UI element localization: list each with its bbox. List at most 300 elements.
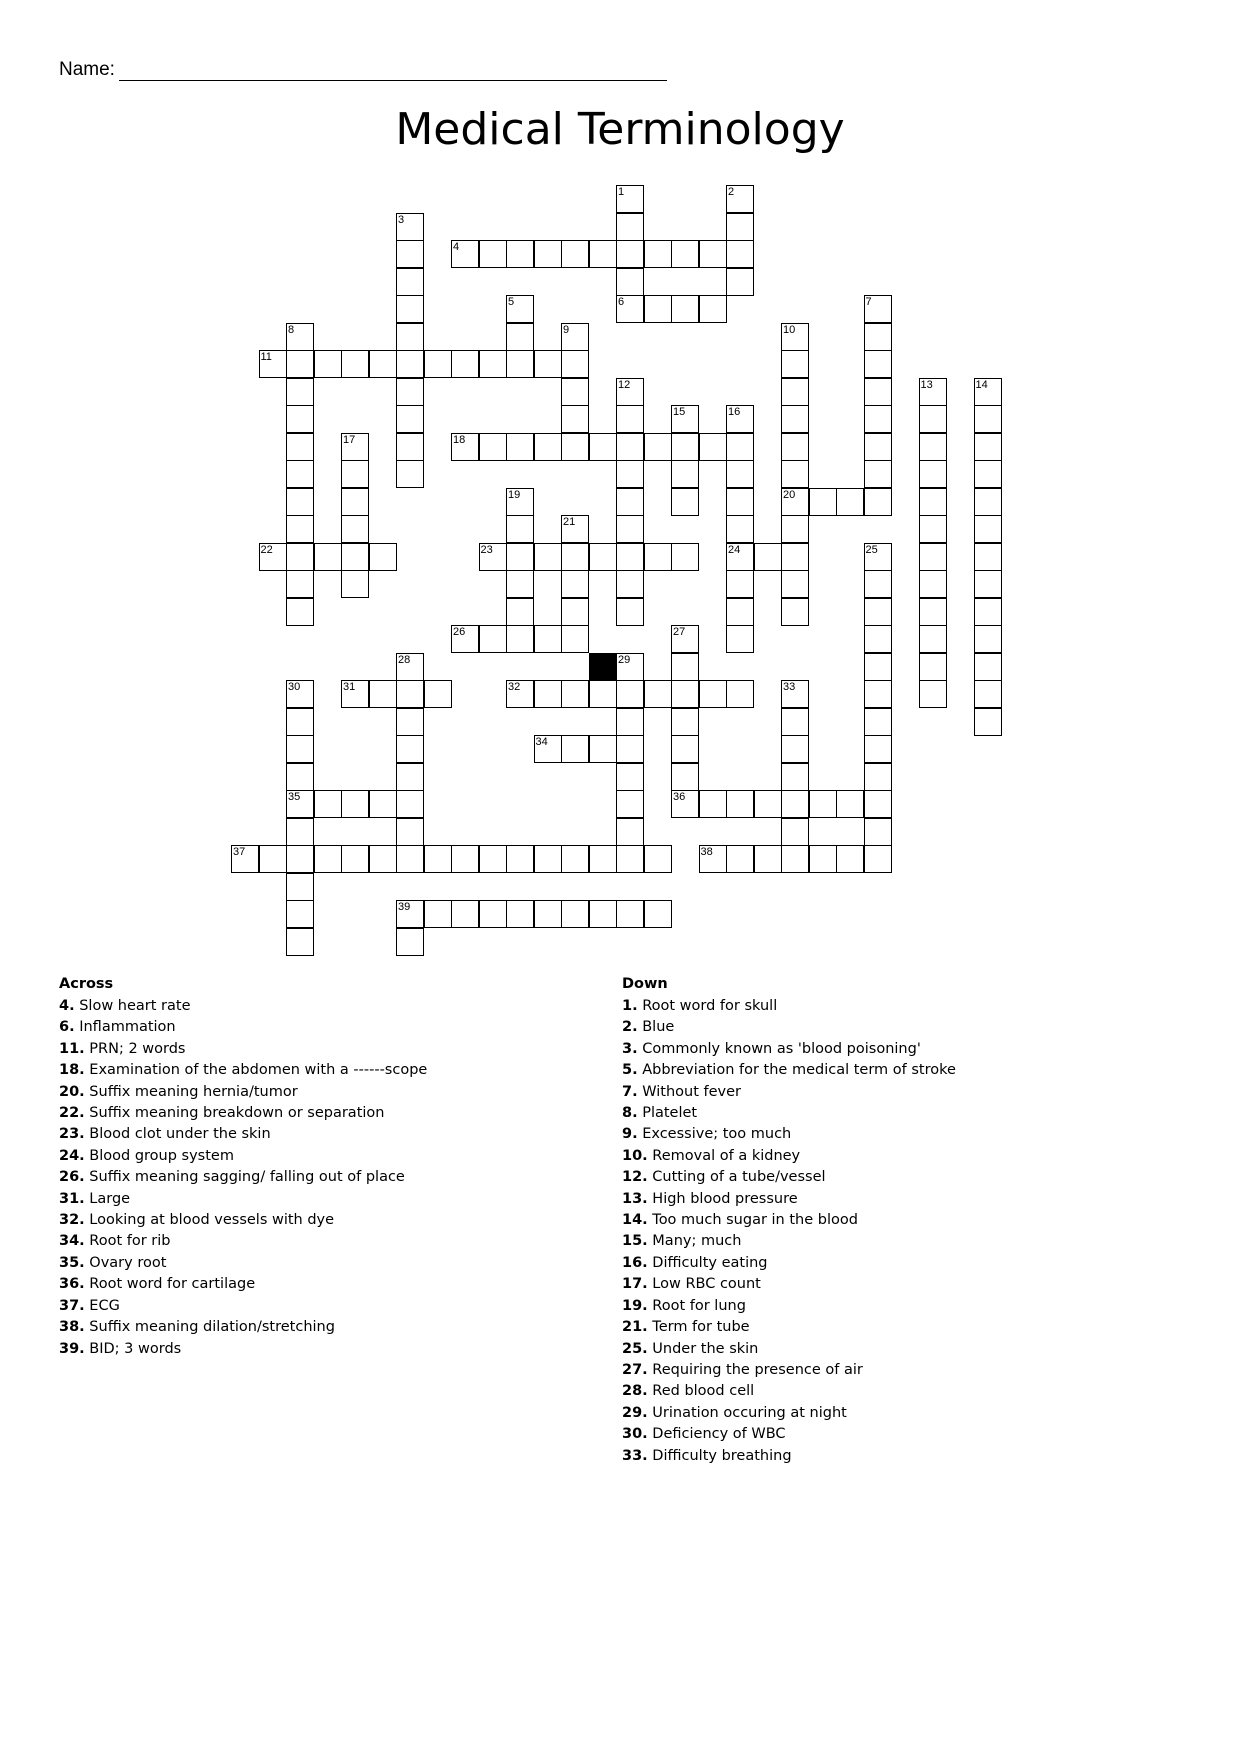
grid-cell[interactable]: [286, 790, 314, 818]
grid-cell[interactable]: [616, 900, 644, 928]
clue-number-label: 33.: [622, 1447, 648, 1464]
grid-cell[interactable]: [864, 735, 892, 763]
grid-cell[interactable]: [671, 460, 699, 488]
grid-cell[interactable]: [534, 433, 562, 461]
grid-cell[interactable]: [589, 543, 617, 571]
grid-cell[interactable]: [864, 598, 892, 626]
clue-number-label: 3.: [622, 1040, 638, 1057]
grid-cell[interactable]: [396, 268, 424, 296]
grid-cell[interactable]: [726, 433, 754, 461]
grid-cell[interactable]: [506, 295, 534, 323]
grid-cell[interactable]: [341, 515, 369, 543]
grid-cell[interactable]: [781, 488, 809, 516]
grid-cell[interactable]: [616, 598, 644, 626]
grid-cell[interactable]: [616, 488, 644, 516]
grid-cell[interactable]: [864, 295, 892, 323]
grid-cell[interactable]: [286, 405, 314, 433]
grid-cell[interactable]: [919, 433, 947, 461]
grid-cell[interactable]: [341, 350, 369, 378]
clue-text: Platelet: [637, 1105, 698, 1122]
grid-cell[interactable]: [864, 790, 892, 818]
grid-cell[interactable]: [369, 845, 397, 873]
grid-cell[interactable]: [534, 845, 562, 873]
grid-cell[interactable]: [974, 708, 1002, 736]
grid-cell[interactable]: [314, 790, 342, 818]
clue-number: 27: [673, 626, 686, 638]
grid-cell[interactable]: [699, 240, 727, 268]
grid-cell[interactable]: [396, 460, 424, 488]
grid-cell[interactable]: [451, 433, 479, 461]
grid-cell[interactable]: [616, 653, 644, 681]
grid-cell[interactable]: [561, 405, 589, 433]
grid-cell[interactable]: [974, 405, 1002, 433]
grid-cell[interactable]: [809, 845, 837, 873]
grid-cell[interactable]: [919, 460, 947, 488]
grid-cell[interactable]: [781, 790, 809, 818]
grid-cell[interactable]: [781, 543, 809, 571]
grid-cell[interactable]: [589, 900, 617, 928]
grid-cell[interactable]: [589, 433, 617, 461]
grid-cell[interactable]: [781, 845, 809, 873]
grid-cell[interactable]: [286, 928, 314, 956]
grid-cell[interactable]: [231, 845, 259, 873]
grid-cell[interactable]: [864, 763, 892, 791]
grid-cell[interactable]: [534, 350, 562, 378]
grid-cell[interactable]: [671, 653, 699, 681]
grid-cell[interactable]: [479, 543, 507, 571]
grid-cell[interactable]: [259, 543, 287, 571]
grid-cell[interactable]: [561, 240, 589, 268]
grid-cell[interactable]: [424, 350, 452, 378]
grid-cell[interactable]: [369, 790, 397, 818]
grid-cell[interactable]: [561, 378, 589, 406]
grid-cell[interactable]: [589, 240, 617, 268]
grid-cell[interactable]: [699, 295, 727, 323]
clue-text: Excessive; too much: [637, 1126, 792, 1143]
grid-cell[interactable]: [919, 680, 947, 708]
across-clues: [59, 975, 599, 1360]
grid-cell[interactable]: [671, 488, 699, 516]
grid-cell[interactable]: [396, 405, 424, 433]
grid-cell[interactable]: [809, 488, 837, 516]
grid-cell[interactable]: [726, 845, 754, 873]
grid-cell[interactable]: [506, 323, 534, 351]
grid-cell[interactable]: [671, 708, 699, 736]
grid-cell[interactable]: [644, 680, 672, 708]
grid-cell[interactable]: [781, 735, 809, 763]
grid-cell[interactable]: [479, 350, 507, 378]
grid-cell[interactable]: [616, 433, 644, 461]
grid-cell[interactable]: [754, 845, 782, 873]
grid-cell[interactable]: [286, 680, 314, 708]
grid-cell[interactable]: [781, 433, 809, 461]
grid-cell[interactable]: [616, 268, 644, 296]
grid-cell[interactable]: [286, 515, 314, 543]
clue-text: Difficulty eating: [647, 1254, 768, 1271]
grid-cell[interactable]: [259, 845, 287, 873]
grid-cell[interactable]: [616, 818, 644, 846]
grid-cell[interactable]: [396, 845, 424, 873]
grid-cell[interactable]: [424, 845, 452, 873]
grid-cell[interactable]: [616, 790, 644, 818]
grid-cell[interactable]: [396, 653, 424, 681]
clue-text: Many; much: [647, 1233, 742, 1250]
grid-cell[interactable]: [589, 680, 617, 708]
grid-cell[interactable]: [396, 350, 424, 378]
grid-cell[interactable]: [286, 873, 314, 901]
grid-cell[interactable]: [479, 240, 507, 268]
grid-cell[interactable]: [726, 570, 754, 598]
grid-cell[interactable]: [726, 598, 754, 626]
grid-cell[interactable]: [561, 570, 589, 598]
grid-cell[interactable]: [424, 900, 452, 928]
grid-cell[interactable]: [396, 378, 424, 406]
grid-cell[interactable]: [534, 240, 562, 268]
grid-cell[interactable]: [286, 763, 314, 791]
grid-cell[interactable]: [754, 543, 782, 571]
grid-cell[interactable]: [286, 543, 314, 571]
grid-cell[interactable]: [286, 845, 314, 873]
grid-cell[interactable]: [974, 488, 1002, 516]
grid-cell[interactable]: [781, 350, 809, 378]
grid-cell[interactable]: [919, 598, 947, 626]
grid-cell[interactable]: [781, 680, 809, 708]
grid-cell[interactable]: [341, 488, 369, 516]
clue-text: Abbreviation for the medical term of stroke: [637, 1062, 956, 1079]
grid-cell[interactable]: [479, 433, 507, 461]
grid-cell[interactable]: [451, 845, 479, 873]
grid-cell[interactable]: [699, 433, 727, 461]
grid-cell[interactable]: [396, 295, 424, 323]
grid-cell[interactable]: [864, 680, 892, 708]
clue-text: Cutting of a tube/vessel: [647, 1169, 826, 1186]
grid-cell[interactable]: [396, 818, 424, 846]
page-title: Medical Terminology: [395, 104, 845, 155]
clue-number-label: 39.: [59, 1340, 85, 1357]
grid-cell[interactable]: [561, 845, 589, 873]
grid-cell[interactable]: [864, 405, 892, 433]
clue-number-label: 29.: [622, 1404, 648, 1421]
grid-cell[interactable]: [644, 900, 672, 928]
grid-cell[interactable]: [671, 433, 699, 461]
grid-cell[interactable]: [561, 543, 589, 571]
grid-cell[interactable]: [671, 763, 699, 791]
grid-cell[interactable]: [974, 460, 1002, 488]
grid-cell[interactable]: [286, 433, 314, 461]
grid-cell[interactable]: [781, 460, 809, 488]
grid-cell[interactable]: [286, 350, 314, 378]
grid-cell[interactable]: [286, 818, 314, 846]
grid-cell[interactable]: [919, 405, 947, 433]
clue-text: High blood pressure: [647, 1190, 798, 1207]
grid-cell[interactable]: [506, 570, 534, 598]
grid-cell[interactable]: [726, 460, 754, 488]
grid-cell[interactable]: [396, 790, 424, 818]
grid-cell[interactable]: [726, 405, 754, 433]
grid-cell[interactable]: [671, 680, 699, 708]
grid-cell[interactable]: [616, 763, 644, 791]
grid-cell[interactable]: [781, 763, 809, 791]
grid-cell[interactable]: [781, 708, 809, 736]
grid-cell[interactable]: [396, 708, 424, 736]
grid-cell[interactable]: [286, 460, 314, 488]
name-underline[interactable]: [119, 60, 667, 81]
grid-cell[interactable]: [286, 488, 314, 516]
grid-cell[interactable]: [671, 790, 699, 818]
grid-cell[interactable]: [396, 323, 424, 351]
grid-cell[interactable]: [369, 680, 397, 708]
grid-cell[interactable]: [699, 845, 727, 873]
grid-cell[interactable]: [644, 845, 672, 873]
grid-cell[interactable]: [864, 433, 892, 461]
grid-cell[interactable]: [314, 350, 342, 378]
grid-cell[interactable]: [479, 900, 507, 928]
grid-cell[interactable]: [671, 625, 699, 653]
grid-cell[interactable]: [314, 543, 342, 571]
grid-cell[interactable]: [671, 295, 699, 323]
grid-cell[interactable]: [506, 625, 534, 653]
grid-cell[interactable]: [506, 543, 534, 571]
grid-cell[interactable]: [561, 735, 589, 763]
grid-cell[interactable]: [644, 295, 672, 323]
grid-cell[interactable]: [864, 653, 892, 681]
grid-cell[interactable]: [451, 240, 479, 268]
grid-cell[interactable]: [561, 598, 589, 626]
grid-cell[interactable]: [506, 350, 534, 378]
grid-cell[interactable]: [781, 598, 809, 626]
grid-cell[interactable]: [616, 240, 644, 268]
grid-cell[interactable]: [561, 323, 589, 351]
grid-cell[interactable]: [286, 598, 314, 626]
grid-cell[interactable]: [864, 323, 892, 351]
name-field[interactable]: [59, 59, 667, 81]
grid-cell[interactable]: [424, 680, 452, 708]
grid-cell[interactable]: [671, 735, 699, 763]
grid-cell[interactable]: [589, 845, 617, 873]
clue-number-label: 23.: [59, 1126, 85, 1143]
grid-cell[interactable]: [781, 515, 809, 543]
grid-cell[interactable]: [726, 543, 754, 571]
grid-cell[interactable]: [396, 680, 424, 708]
grid-cell[interactable]: [781, 570, 809, 598]
grid-cell[interactable]: [671, 543, 699, 571]
grid-cell[interactable]: [781, 405, 809, 433]
grid-cell[interactable]: [919, 570, 947, 598]
grid-cell[interactable]: [974, 433, 1002, 461]
grid-cell[interactable]: [864, 570, 892, 598]
clue-text: Blood clot under the skin: [84, 1126, 271, 1143]
grid-cell[interactable]: [396, 240, 424, 268]
grid-cell[interactable]: [671, 405, 699, 433]
down-clue: [622, 1060, 1182, 1081]
grid-cell[interactable]: [919, 488, 947, 516]
grid-cell[interactable]: [974, 515, 1002, 543]
grid-cell[interactable]: [561, 433, 589, 461]
grid-cell[interactable]: [286, 900, 314, 928]
grid-cell[interactable]: [864, 543, 892, 571]
grid-cell[interactable]: [369, 350, 397, 378]
grid-cell[interactable]: [644, 543, 672, 571]
across-clue: [59, 1210, 599, 1231]
clue-text: Blue: [637, 1019, 675, 1036]
grid-cell[interactable]: [974, 653, 1002, 681]
grid-cell[interactable]: [864, 378, 892, 406]
grid-cell[interactable]: [864, 845, 892, 873]
across-clue-list: [59, 996, 599, 1360]
grid-cell[interactable]: [726, 185, 754, 213]
clue-text: Without fever: [637, 1083, 741, 1100]
grid-cell[interactable]: [479, 845, 507, 873]
grid-cell[interactable]: [919, 515, 947, 543]
grid-cell[interactable]: [726, 240, 754, 268]
grid-cell[interactable]: [616, 405, 644, 433]
grid-cell[interactable]: [864, 350, 892, 378]
grid-cell[interactable]: [781, 323, 809, 351]
grid-cell[interactable]: [754, 790, 782, 818]
grid-cell[interactable]: [561, 625, 589, 653]
grid-cell[interactable]: [974, 378, 1002, 406]
grid-cell[interactable]: [836, 790, 864, 818]
grid-cell[interactable]: [616, 295, 644, 323]
grid-cell[interactable]: [616, 735, 644, 763]
grid-cell[interactable]: [506, 433, 534, 461]
grid-cell[interactable]: [506, 240, 534, 268]
grid-cell[interactable]: [644, 240, 672, 268]
grid-cell[interactable]: [561, 515, 589, 543]
clue-text: Large: [84, 1190, 131, 1207]
grid-cell[interactable]: [644, 433, 672, 461]
grid-cell[interactable]: [451, 350, 479, 378]
down-clue: [622, 1189, 1182, 1210]
grid-cell[interactable]: [341, 790, 369, 818]
grid-cell[interactable]: [616, 570, 644, 598]
grid-cell[interactable]: [534, 543, 562, 571]
grid-cell[interactable]: [616, 213, 644, 241]
clue-number-label: 14.: [622, 1212, 648, 1229]
grid-cell[interactable]: [314, 845, 342, 873]
grid-cell[interactable]: [781, 818, 809, 846]
grid-cell[interactable]: [974, 625, 1002, 653]
grid-cell[interactable]: [451, 625, 479, 653]
grid-cell[interactable]: [864, 708, 892, 736]
grid-cell[interactable]: [506, 515, 534, 543]
grid-cell[interactable]: [396, 433, 424, 461]
grid-cell[interactable]: [864, 460, 892, 488]
grid-cell[interactable]: [506, 845, 534, 873]
grid-cell[interactable]: [726, 488, 754, 516]
grid-cell[interactable]: [616, 185, 644, 213]
grid-cell[interactable]: [506, 488, 534, 516]
grid-cell[interactable]: [396, 928, 424, 956]
grid-cell[interactable]: [286, 735, 314, 763]
grid-cell[interactable]: [726, 515, 754, 543]
grid-cell[interactable]: [864, 488, 892, 516]
grid-cell[interactable]: [616, 460, 644, 488]
across-clue: [59, 1124, 599, 1145]
grid-cell[interactable]: [341, 845, 369, 873]
grid-cell[interactable]: [809, 790, 837, 818]
grid-cell[interactable]: [286, 378, 314, 406]
grid-cell[interactable]: [616, 845, 644, 873]
grid-cell[interactable]: [396, 900, 424, 928]
grid-cell[interactable]: [919, 653, 947, 681]
grid-cell[interactable]: [616, 708, 644, 736]
grid-cell[interactable]: [699, 790, 727, 818]
grid-cell[interactable]: [451, 900, 479, 928]
grid-cell[interactable]: [864, 625, 892, 653]
grid-cell[interactable]: [974, 570, 1002, 598]
grid-cell[interactable]: [616, 515, 644, 543]
clue-text: ECG: [84, 1297, 120, 1314]
grid-cell[interactable]: [836, 488, 864, 516]
grid-cell[interactable]: [286, 323, 314, 351]
grid-cell[interactable]: [534, 625, 562, 653]
grid-cell[interactable]: [919, 378, 947, 406]
clue-number: 8: [288, 323, 295, 336]
grid-cell[interactable]: [396, 735, 424, 763]
grid-cell[interactable]: [699, 680, 727, 708]
grid-cell[interactable]: [479, 625, 507, 653]
grid-cell[interactable]: [616, 680, 644, 708]
grid-cell[interactable]: [616, 543, 644, 571]
grid-cell[interactable]: [726, 213, 754, 241]
grid-cell[interactable]: [864, 818, 892, 846]
grid-cell[interactable]: [286, 708, 314, 736]
grid-cell[interactable]: [974, 680, 1002, 708]
grid-cell[interactable]: [534, 735, 562, 763]
grid-cell[interactable]: [286, 570, 314, 598]
grid-cell[interactable]: [341, 543, 369, 571]
grid-cell[interactable]: [726, 625, 754, 653]
grid-cell[interactable]: [506, 598, 534, 626]
grid-cell[interactable]: [671, 240, 699, 268]
grid-cell[interactable]: [726, 790, 754, 818]
grid-cell[interactable]: [396, 213, 424, 241]
grid-cell[interactable]: [259, 350, 287, 378]
grid-cell[interactable]: [919, 625, 947, 653]
clue-number-label: 19.: [622, 1297, 648, 1314]
grid-cell[interactable]: [534, 900, 562, 928]
grid-cell[interactable]: [506, 680, 534, 708]
grid-cell[interactable]: [919, 543, 947, 571]
grid-cell[interactable]: [974, 598, 1002, 626]
grid-cell[interactable]: [616, 378, 644, 406]
down-clue: [622, 1317, 1182, 1338]
grid-cell[interactable]: [726, 680, 754, 708]
grid-cell[interactable]: [836, 845, 864, 873]
grid-cell[interactable]: [974, 543, 1002, 571]
grid-cell[interactable]: [561, 350, 589, 378]
grid-cell[interactable]: [781, 378, 809, 406]
clue-number: 30: [288, 681, 301, 693]
grid-cell[interactable]: [396, 763, 424, 791]
grid-cell[interactable]: [369, 543, 397, 571]
clue-number-label: 35.: [59, 1254, 85, 1271]
grid-cell[interactable]: [341, 433, 369, 461]
clue-number: 36: [673, 791, 686, 803]
across-clue: [59, 1167, 599, 1188]
grid-cell[interactable]: [561, 680, 589, 708]
grid-cell[interactable]: [341, 570, 369, 598]
down-clue: [622, 1082, 1182, 1103]
grid-cell[interactable]: [534, 680, 562, 708]
grid-cell[interactable]: [341, 460, 369, 488]
grid-cell[interactable]: [589, 735, 617, 763]
grid-cell[interactable]: [726, 268, 754, 296]
grid-cell[interactable]: [341, 680, 369, 708]
grid-cell[interactable]: [561, 900, 589, 928]
grid-cell[interactable]: [506, 900, 534, 928]
